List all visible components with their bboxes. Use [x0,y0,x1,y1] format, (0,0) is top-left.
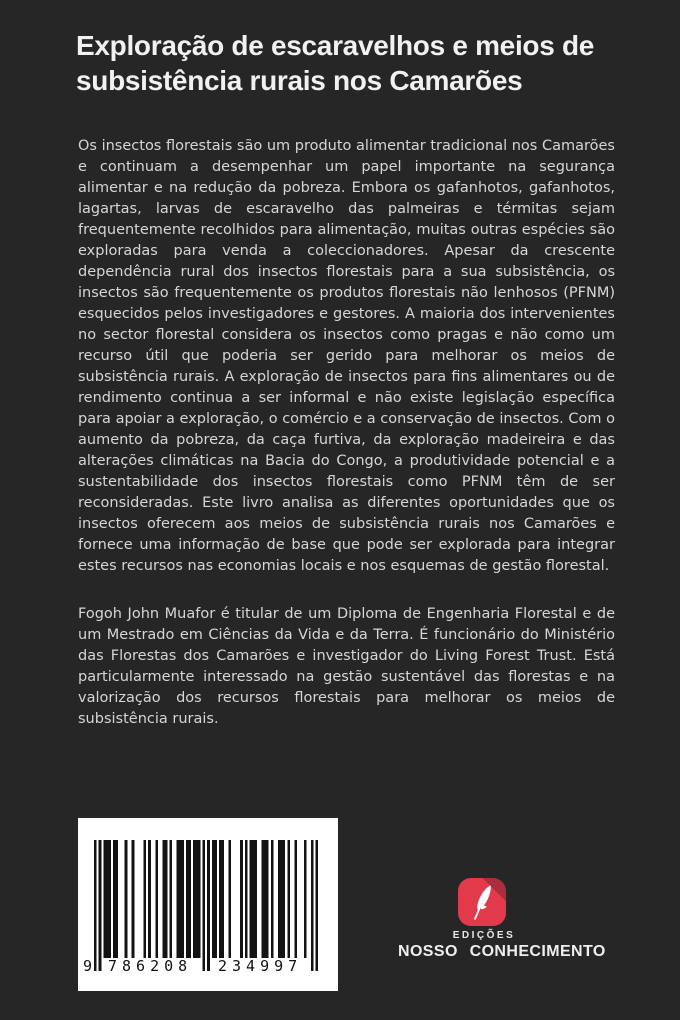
barcode-image [94,840,318,971]
synopsis-paragraph: Os insectos florestais são um produto alimentar tradicional nos Camarões e continuam a desempenhar um papel importante na segurança alimentar e na redução da pobreza. Embora os gafanhotos, gafanhotos, lagartas, larvas de escaravelho das palmeiras e térmitas sejam frequentemente recolhidos para alimentação, muitas outras espécies são exploradas para venda a coleccionadores. Apesar da crescente dependência rural dos insectos florestais para a sua subsistência, os insectos são frequentemente os produtos florestais não lenhosos (PFNM) esquecidos pelos investigadores e gestores. A maioria dos intervenientes no sector florestal considera os insectos como pragas e não como um recurso útil que poderia ser gerido para melhorar os meios de subsistência rurais. A exploração de insectos para fins alimentares ou de rendimento continua a ser informal e não existe legislação específica para apoiar a exploração, o comércio e a conservação de insectos. Com o aumento da pobreza, da caça furtiva, da exploração madeireira e das alterações climáticas na Bacia do Congo, a produtividade potencial e a sustentabilidade dos insectos florestais como PFNM têm de ser reconsideradas. Este livro analisa as diferentes oportunidades que os insectos oferecem aos meios de subsistência rurais nos Camarões e fornece uma informação de base que pode ser explorada para integrar estes recursos nas economias locais e nos esquemas de gestão florestal. [78,138,615,574]
author-bio-paragraph: Fogoh John Muafor é titular de um Diploma de Engenharia Florestal e de um Mestrado em Ciências da Vida e da Terra. É funcionário do Ministério das Florestas dos Camarões e investigador do Living Forest Trust. Está particularmente interessado na gestão sustentável das florestas e na valorização dos recursos florestais para melhorar os meios de subsistência rurais. [78,606,615,727]
publisher-name-line1: EDIÇÕES [452,930,516,941]
isbn-digits-left-group: 786208 [108,957,193,975]
feather-icon [467,882,497,922]
publisher-logo-tile [458,878,506,926]
isbn-digit-leading: 9 [83,957,93,975]
book-title: Exploração de escaravelhos e meios de subsistência rurais nos Camarões [76,30,595,96]
publisher-name-line2: NOSSO CONHECIMENTO [398,943,606,960]
barcode [78,818,338,991]
isbn-digits-right-group: 234997 [218,957,303,975]
